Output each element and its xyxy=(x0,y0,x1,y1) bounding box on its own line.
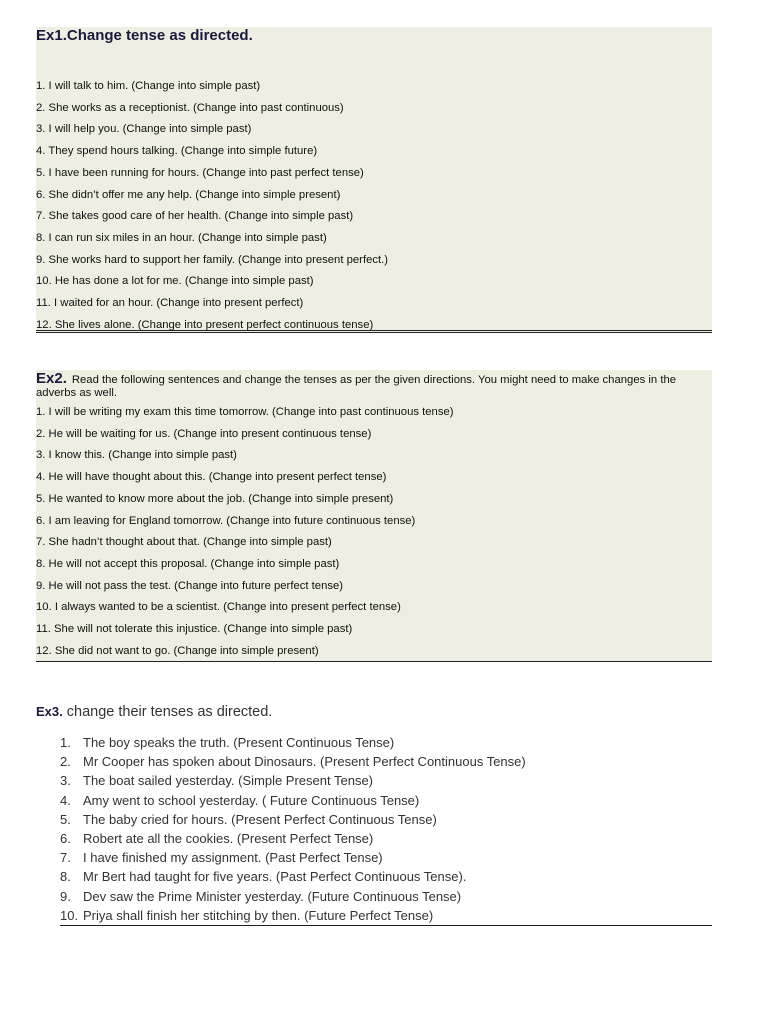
item-text: The boat sailed yesterday. (Simple Present Tense) xyxy=(83,773,373,789)
list-item: 3. I know this. (Change into simple past) xyxy=(36,449,237,462)
item-text: The boy speaks the truth. (Present Continuous Tense) xyxy=(83,735,395,750)
item-number: 8. xyxy=(60,869,71,885)
item-text: The baby cried for hours. (Present Perfect Continuous Tense) xyxy=(83,811,437,827)
list-item: 9. He will not pass the test. (Change into future perfect tense) xyxy=(36,579,344,592)
exercise-1 xyxy=(36,27,712,333)
item-number: 2. xyxy=(60,754,71,770)
list-item: 1. I will be writing my exam this time tomorrow. (Change into past continuous tense) xyxy=(36,406,454,418)
item-number: 6. xyxy=(60,831,71,847)
list-item: 9. She works hard to support her family. (Change into present perfect.) xyxy=(36,253,389,266)
item-number: 9. xyxy=(60,888,71,904)
list-item xyxy=(60,771,712,790)
item-text: I have finished my assignment. (Past Perfect Tense) xyxy=(83,850,383,866)
list-item: 2. She works as a receptionist. (Change into past continuous) xyxy=(36,101,344,114)
exercise-3-title: Ex3. xyxy=(36,704,63,719)
list-item xyxy=(60,867,712,886)
item-text: Robert ate all the cookies. (Present Perfect Tense) xyxy=(83,831,374,847)
exercise-2-list xyxy=(36,402,712,662)
item-text: Dev saw the Prime Minister yesterday. (Future Continuous Tense) xyxy=(83,888,462,904)
item-text: Priya shall finish her stitching by then. (Future Perfect Tense) xyxy=(83,907,434,923)
list-item: 10. I always wanted to be a scientist. (Change into present perfect tense) xyxy=(36,601,401,614)
item-number: 5. xyxy=(60,811,71,827)
list-item xyxy=(60,848,712,867)
list-item: 3. I will help you. (Change into simple past) xyxy=(36,123,252,136)
list-item: 10. He has done a lot for me. (Change into simple past) xyxy=(36,275,314,288)
exercise-1-title: Ex1.Change tense as directed. xyxy=(36,27,253,44)
exercise-2 xyxy=(36,370,712,662)
list-item: 1. I will talk to him. (Change into simple past) xyxy=(36,80,261,92)
list-item xyxy=(60,810,712,829)
exercise-3-list xyxy=(60,733,712,926)
item-number: 4. xyxy=(60,792,71,808)
exercise-3 xyxy=(36,702,712,926)
list-item xyxy=(60,733,712,752)
item-number: 7. xyxy=(60,850,71,866)
list-item: 4. They spend hours talking. (Change into simple future) xyxy=(36,145,318,158)
item-text: Amy went to school yesterday. ( Future Continuous Tense) xyxy=(83,792,420,808)
list-item xyxy=(60,752,712,771)
list-item xyxy=(60,829,712,848)
list-item xyxy=(60,906,712,925)
list-item: 11. I waited for an hour. (Change into present perfect) xyxy=(36,297,304,310)
list-item xyxy=(60,791,712,810)
list-item: 8. He will not accept this proposal. (Change into simple past) xyxy=(36,557,340,570)
exercise-2-title: Ex2. xyxy=(36,370,67,387)
exercise-3-header xyxy=(36,702,712,722)
exercise-2-instruction: Read the following sentences and change the tenses as per the given directions. You might need to make changes in the adverbs as well. xyxy=(36,374,677,399)
item-text: Mr Bert had taught for five years. (Past Perfect Continuous Tense). xyxy=(83,869,467,885)
list-item: 5. I have been running for hours. (Change into past perfect tense) xyxy=(36,166,364,179)
list-item: 5. He wanted to know more about the job. (Change into simple present) xyxy=(36,492,394,505)
list-item: 6. I am leaving for England tomorrow. (Change into future continuous tense) xyxy=(36,514,416,527)
list-item: 11. She will not tolerate this injustice. (Change into simple past) xyxy=(36,623,353,636)
exercise-2-header xyxy=(36,370,712,400)
list-item: 7. She takes good care of her health. (Change into simple past) xyxy=(36,210,354,223)
list-item: 12. She lives alone. (Change into present perfect continuous tense) xyxy=(36,318,374,331)
item-text: Mr Cooper has spoken about Dinosaurs. (Present Perfect Continuous Tense) xyxy=(83,754,526,770)
list-item: 4. He will have thought about this. (Change into present perfect tense) xyxy=(36,471,387,484)
item-number: 1. xyxy=(60,735,71,750)
list-item: 8. I can run six miles in an hour. (Change into simple past) xyxy=(36,231,327,244)
list-item: 7. She hadn’t thought about that. (Change into simple past) xyxy=(36,536,332,549)
list-item: 6. She didn’t offer me any help. (Change into simple present) xyxy=(36,188,341,201)
list-item: 12. She did not want to go. (Change into simple present) xyxy=(36,644,319,657)
list-item: 2. He will be waiting for us. (Change into present continuous tense) xyxy=(36,427,372,440)
exercise-1-list xyxy=(36,76,712,336)
item-number: 10. xyxy=(60,907,79,923)
item-number: 3. xyxy=(60,773,71,789)
list-item xyxy=(60,887,712,906)
exercise-3-instruction: change their tenses as directed. xyxy=(66,704,273,720)
